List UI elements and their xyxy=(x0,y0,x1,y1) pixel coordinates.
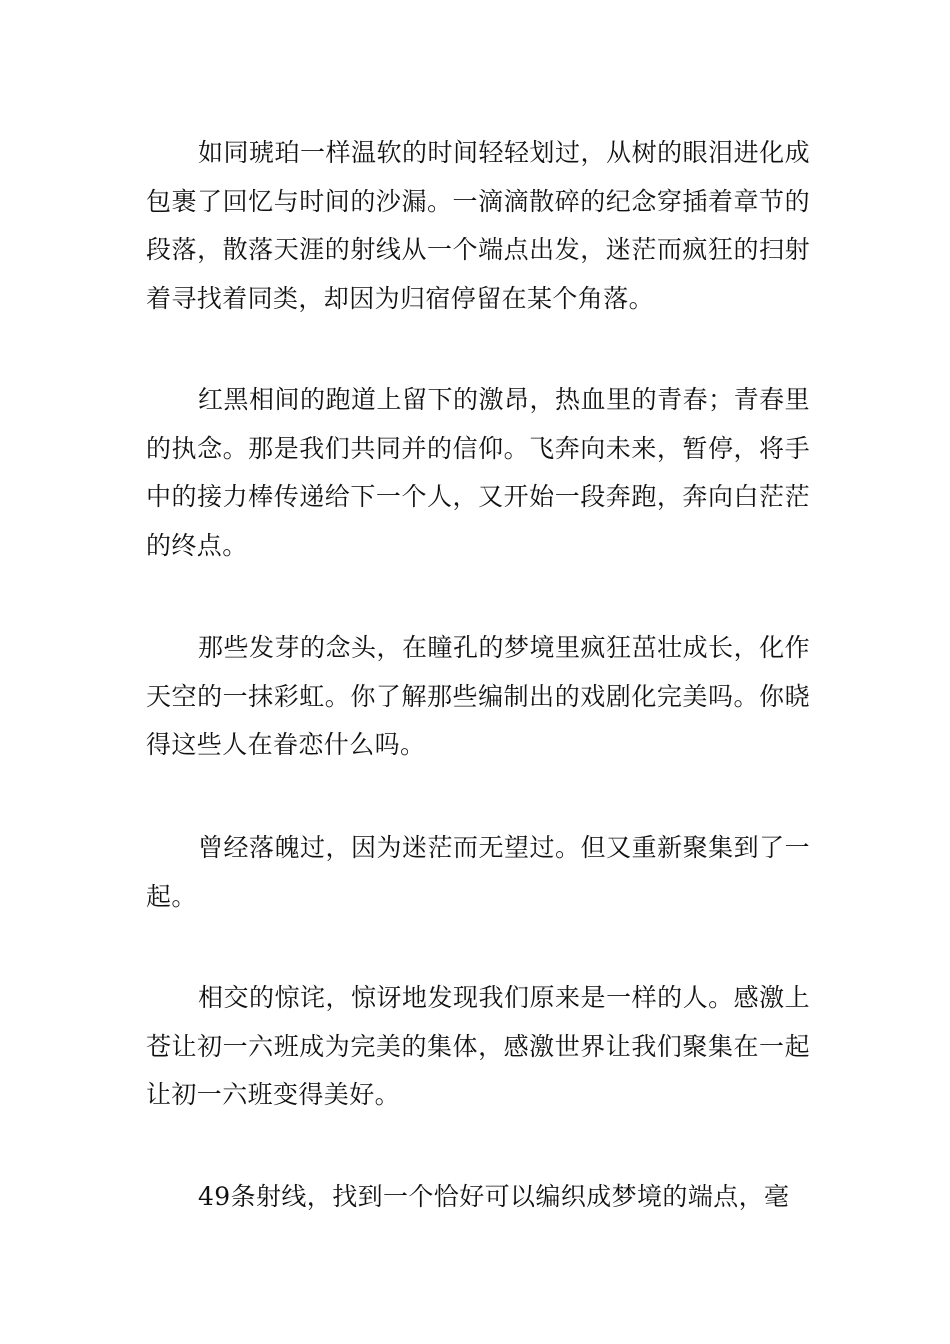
paragraph-5: 相交的惊诧，惊讶地发现我们原来是一样的人。感激上苍让初一六班成为完美的集体，感激世界让我们聚集在一起让初一六班变得美好。 xyxy=(146,983,810,1109)
paragraph-6: 49条射线，找到一个恰好可以编织成梦境的端点，毫 xyxy=(198,1182,790,1211)
paragraph-2: 红黑相间的跑道上留下的激昂，热血里的青春；青春里的执念。那是我们共同并的信仰。飞奔向未来，暂停，将手中的接力棒传递给下一个人，又开始一段奔跑，奔向白茫茫的终点。 xyxy=(146,385,810,560)
paragraph-3: 那些发芽的念头，在瞳孔的梦境里疯狂茁壮成长，化作天空的一抹彩虹。你了解那些编制出的戏剧化完美吗。你晓得这些人在眷恋什么吗。 xyxy=(146,633,810,759)
paragraph-4: 曾经落魄过，因为迷茫而无望过。但又重新聚集到了一起。 xyxy=(146,833,810,911)
paragraph-1: 如同琥珀一样温软的时间轻轻划过，从树的眼泪进化成包裹了回忆与时间的沙漏。一滴滴散碎的纪念穿插着章节的段落，散落天涯的射线从一个端点出发，迷茫而疯狂的扫射着寻找着同类，却因为归宿停留在某个角落。 xyxy=(146,138,810,313)
